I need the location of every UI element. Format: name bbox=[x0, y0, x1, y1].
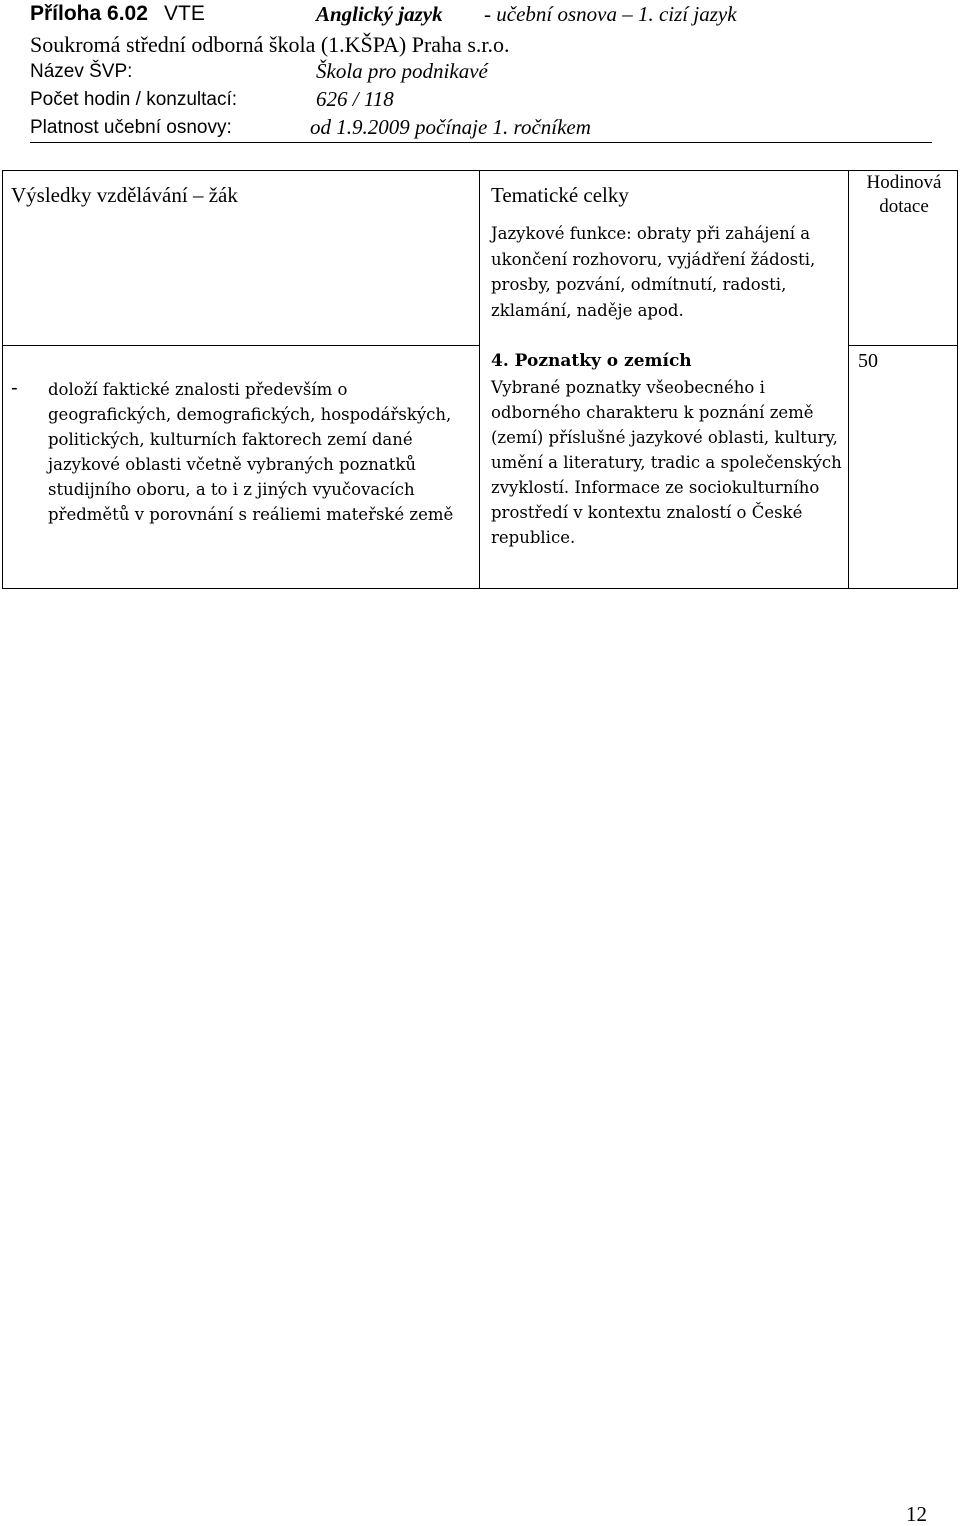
page-number: 12 bbox=[906, 1502, 927, 1526]
column-header-hours-line1: Hodinová bbox=[866, 172, 942, 193]
column-header-hours-line2: dotace bbox=[879, 196, 929, 217]
svp-label: Název ŠVP: bbox=[30, 61, 133, 82]
validity-label: Platnost učební osnovy: bbox=[30, 117, 232, 138]
topic-language-functions: Jazykové funkce: obraty při zahájení a ukončení rozhovoru, vyjádření žádosti, prosby, pozvání, odmítnutí, radosti, zklamání, naděje apod. bbox=[491, 224, 816, 320]
hours-value: 626 / 118 bbox=[316, 87, 394, 111]
curriculum-table bbox=[2, 170, 958, 589]
topic-body-country-knowledge: Vybrané poznatky všeobecného i odborného charakteru k poznání země (zemí) příslušné jazykové oblasti, kultury, umění a literatury, tradic a společenských zvyklostí. Informace ze sociokulturního prostředí v kontextu znalostí o České republice. bbox=[491, 378, 842, 547]
row-divider-left bbox=[3, 345, 479, 346]
outcome-bullet: - bbox=[11, 377, 18, 399]
svp-value: Škola pro podnikavé bbox=[316, 59, 488, 83]
column-divider-1 bbox=[479, 171, 480, 588]
attachment-code: VTE bbox=[164, 2, 205, 25]
attachment-label: Příloha 6.02 bbox=[30, 2, 148, 25]
subject-title: Anglický jazyk bbox=[316, 2, 443, 26]
school-name: Soukromá střední odborná škola (1.KŠPA) Praha s.r.o. bbox=[30, 32, 510, 57]
column-divider-2 bbox=[848, 171, 849, 588]
topic-title-country-knowledge: 4. Poznatky o zemích bbox=[491, 351, 692, 371]
hours-allocation: 50 bbox=[858, 350, 878, 372]
hours-label: Počet hodin / konzultací: bbox=[30, 89, 238, 110]
outcome-text: doloží faktické znalosti především o geografických, demografických, hospodářských, politických, kulturních faktorech zemí dané jazykové oblasti včetně vybraných poznatků studijního oboru, a to i z jiných vyučovacích předmětů v porovnání s reáliemi mateřské země bbox=[48, 380, 454, 524]
header-rule bbox=[30, 142, 932, 143]
column-header-hours bbox=[851, 171, 957, 219]
subject-suffix: - učební osnova – 1. cizí jazyk bbox=[484, 2, 737, 26]
column-header-outcomes: Výsledky vzdělávání – žák bbox=[11, 183, 238, 207]
row-divider-right bbox=[848, 345, 957, 346]
validity-value: od 1.9.2009 počínaje 1. ročníkem bbox=[310, 115, 591, 139]
column-header-topics: Tematické celky bbox=[491, 183, 629, 207]
